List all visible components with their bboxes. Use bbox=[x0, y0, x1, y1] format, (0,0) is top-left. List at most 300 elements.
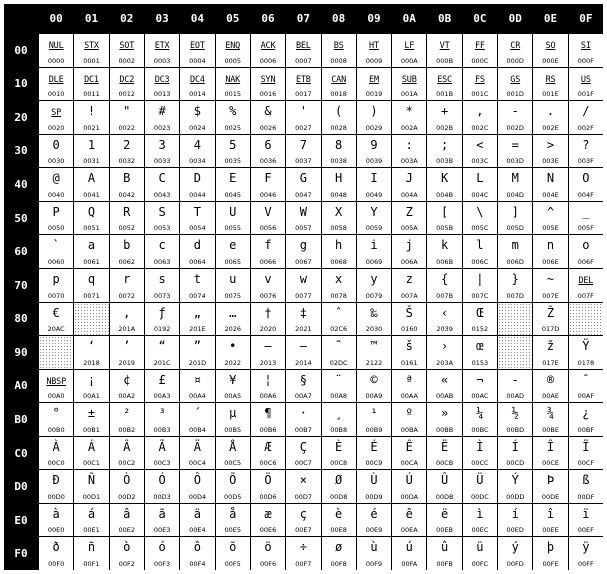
char-cell bbox=[569, 168, 603, 201]
char-glyph: Y bbox=[370, 204, 378, 219]
unicode-code: 004E bbox=[542, 190, 559, 199]
char-glyph: u bbox=[229, 271, 237, 286]
char-cell bbox=[145, 135, 179, 168]
char-cell bbox=[74, 101, 108, 134]
unicode-code: 006D bbox=[506, 257, 524, 266]
char-glyph: Î bbox=[546, 439, 555, 454]
char-cell bbox=[180, 537, 214, 570]
char-glyph: Q bbox=[87, 204, 96, 219]
unicode-code: 0023 bbox=[153, 123, 171, 132]
char-glyph: 9 bbox=[370, 137, 378, 152]
unicode-code: 005B bbox=[436, 224, 454, 233]
control-abbr: DEL bbox=[578, 275, 594, 286]
unicode-code: 0051 bbox=[83, 224, 100, 233]
char-glyph: › bbox=[440, 339, 449, 354]
char-cell bbox=[322, 235, 356, 268]
char-cell bbox=[251, 537, 285, 570]
char-cell bbox=[145, 235, 179, 268]
char-glyph: Ÿ bbox=[582, 339, 590, 354]
char-glyph: õ bbox=[229, 540, 237, 555]
char-glyph: ø bbox=[335, 540, 343, 555]
char-glyph: ¤ bbox=[193, 372, 202, 387]
unicode-code: 2026 bbox=[224, 325, 241, 334]
char-cell bbox=[286, 504, 320, 537]
unicode-code: 0028 bbox=[330, 123, 347, 132]
unicode-code: 001E bbox=[542, 90, 559, 99]
control-abbr: BEL bbox=[295, 41, 311, 51]
char-cell bbox=[74, 269, 108, 302]
char-cell bbox=[145, 437, 179, 470]
char-cell bbox=[498, 168, 532, 201]
char-cell bbox=[533, 269, 567, 302]
unicode-code: 00AC bbox=[471, 392, 489, 401]
char-cell bbox=[74, 370, 108, 403]
unicode-code: 00BE bbox=[542, 425, 559, 434]
char-cell bbox=[498, 269, 532, 302]
char-cell bbox=[251, 135, 285, 168]
char-cell bbox=[216, 437, 250, 470]
char-glyph: F bbox=[264, 171, 272, 186]
char-glyph: Ù bbox=[370, 473, 378, 488]
char-cell bbox=[251, 437, 285, 470]
unicode-code: 00EE bbox=[542, 526, 559, 535]
char-glyph: ™ bbox=[370, 339, 378, 354]
unicode-code: 0048 bbox=[330, 190, 347, 199]
unicode-code: 00C6 bbox=[259, 459, 277, 468]
char-glyph: \ bbox=[476, 204, 484, 219]
char-cell bbox=[110, 68, 144, 101]
char-cell bbox=[39, 504, 73, 537]
unicode-code: 001D bbox=[506, 90, 524, 99]
unicode-code: 00B6 bbox=[259, 425, 277, 434]
char-cell bbox=[392, 437, 426, 470]
char-glyph: ß bbox=[582, 473, 590, 488]
char-glyph: ü bbox=[476, 540, 484, 555]
unicode-code: 2014 bbox=[295, 358, 312, 367]
row-header: 50 bbox=[4, 202, 38, 235]
char-glyph: s bbox=[158, 271, 166, 286]
unicode-code: 005F bbox=[577, 224, 594, 233]
char-glyph: ¼ bbox=[476, 406, 484, 421]
unicode-code: 00BA bbox=[400, 425, 418, 434]
unicode-code: 201C bbox=[153, 358, 171, 367]
char-glyph: M bbox=[511, 171, 519, 186]
unicode-code: 0192 bbox=[153, 325, 171, 334]
char-cell bbox=[463, 336, 497, 369]
column-header: 0F bbox=[569, 4, 603, 33]
unicode-code: 00D0 bbox=[47, 492, 65, 501]
unicode-code: 00F6 bbox=[259, 560, 277, 568]
char-cell bbox=[110, 202, 144, 235]
char-cell bbox=[251, 168, 285, 201]
char-glyph: ç bbox=[299, 506, 307, 521]
char-cell bbox=[39, 437, 73, 470]
row-header: 00 bbox=[4, 34, 38, 67]
char-glyph: « bbox=[440, 372, 449, 387]
undefined-char-cell bbox=[74, 303, 108, 336]
row-header: 40 bbox=[4, 168, 38, 201]
char-glyph: U bbox=[229, 204, 237, 219]
unicode-code: 0006 bbox=[259, 56, 277, 65]
char-cell bbox=[74, 504, 108, 537]
char-glyph: ~ bbox=[546, 271, 555, 286]
char-cell bbox=[427, 303, 461, 336]
char-cell bbox=[180, 504, 214, 537]
char-glyph: _ bbox=[582, 204, 590, 219]
unicode-code: 001A bbox=[400, 90, 418, 99]
char-glyph: ä bbox=[193, 506, 202, 521]
unicode-code: 00F9 bbox=[365, 560, 383, 568]
char-glyph: 6 bbox=[264, 137, 272, 152]
unicode-code: 00C7 bbox=[294, 459, 312, 468]
char-cell bbox=[145, 202, 179, 235]
unicode-code: 0027 bbox=[295, 123, 312, 132]
char-cell bbox=[569, 68, 603, 101]
unicode-code: 00A9 bbox=[365, 392, 383, 401]
char-cell bbox=[39, 68, 73, 101]
char-cell bbox=[74, 537, 108, 570]
char-cell bbox=[286, 336, 320, 369]
char-glyph: © bbox=[370, 372, 378, 387]
char-cell bbox=[39, 303, 73, 336]
unicode-code: 002B bbox=[436, 123, 454, 132]
char-glyph: Œ bbox=[476, 305, 484, 320]
unicode-code: 001F bbox=[577, 90, 594, 99]
control-abbr: ACK bbox=[260, 41, 276, 51]
char-glyph: ÷ bbox=[299, 540, 307, 555]
char-glyph: . bbox=[546, 104, 555, 119]
char-glyph: a bbox=[87, 238, 96, 253]
column-header: 0C bbox=[463, 4, 497, 33]
char-cell bbox=[498, 68, 532, 101]
char-glyph: | bbox=[476, 271, 484, 286]
char-cell bbox=[357, 303, 391, 336]
unicode-code: 0018 bbox=[330, 90, 347, 99]
unicode-code: 0002 bbox=[118, 56, 136, 65]
unicode-code: 00FB bbox=[436, 560, 453, 568]
unicode-code: 006E bbox=[542, 257, 559, 266]
char-cell bbox=[569, 370, 603, 403]
char-cell bbox=[427, 370, 461, 403]
char-glyph: ª bbox=[405, 372, 413, 387]
char-cell bbox=[569, 235, 603, 268]
unicode-code: 0029 bbox=[365, 123, 383, 132]
char-glyph: , bbox=[476, 104, 484, 119]
char-cell bbox=[463, 537, 497, 570]
char-cell bbox=[74, 168, 108, 201]
char-glyph: 4 bbox=[193, 137, 202, 152]
char-cell bbox=[427, 101, 461, 134]
unicode-code: 0037 bbox=[295, 157, 312, 166]
char-glyph: $ bbox=[193, 104, 202, 119]
unicode-code: 00F0 bbox=[48, 560, 65, 568]
char-cell bbox=[533, 537, 567, 570]
char-cell bbox=[427, 135, 461, 168]
char-glyph: É bbox=[370, 439, 378, 454]
char-glyph: ? bbox=[582, 137, 590, 152]
unicode-code: 0024 bbox=[189, 123, 206, 132]
unicode-code: 00AD bbox=[506, 392, 525, 401]
unicode-code: 00F1 bbox=[83, 560, 100, 568]
unicode-code: 0010 bbox=[47, 90, 65, 99]
char-glyph: ã bbox=[158, 506, 166, 521]
unicode-code: 2030 bbox=[365, 325, 383, 334]
char-cell bbox=[357, 537, 391, 570]
char-glyph: Ú bbox=[405, 473, 413, 488]
unicode-code: 00F2 bbox=[118, 560, 135, 568]
char-cell bbox=[286, 370, 320, 403]
char-cell bbox=[533, 34, 567, 67]
unicode-code: 0003 bbox=[153, 56, 171, 65]
control-abbr: DC2 bbox=[119, 74, 135, 85]
unicode-code: 0030 bbox=[47, 157, 65, 166]
char-glyph: ˆ bbox=[335, 305, 343, 320]
char-glyph: I bbox=[370, 171, 378, 186]
char-cell bbox=[251, 504, 285, 537]
char-glyph: ¨ bbox=[335, 372, 343, 387]
unicode-code: 00C1 bbox=[82, 459, 100, 468]
unicode-code: 00D9 bbox=[365, 492, 383, 501]
char-cell bbox=[39, 537, 73, 570]
char-cell bbox=[74, 437, 108, 470]
char-glyph: 7 bbox=[299, 137, 307, 152]
char-cell bbox=[357, 370, 391, 403]
unicode-code: 0046 bbox=[259, 190, 277, 199]
column-header: 05 bbox=[216, 4, 250, 33]
column-header: 03 bbox=[145, 4, 179, 33]
char-cell bbox=[251, 269, 285, 302]
char-cell bbox=[286, 68, 320, 101]
char-cell bbox=[110, 537, 144, 570]
char-cell bbox=[322, 437, 356, 470]
unicode-code: 001C bbox=[471, 90, 489, 99]
char-glyph: " bbox=[123, 104, 131, 119]
char-glyph: W bbox=[299, 204, 307, 219]
char-cell bbox=[357, 168, 391, 201]
char-cell bbox=[427, 34, 461, 67]
char-glyph: • bbox=[229, 339, 237, 354]
char-glyph: ’ bbox=[123, 339, 131, 354]
char-cell bbox=[463, 470, 497, 503]
char-glyph: ô bbox=[193, 540, 202, 555]
unicode-code: 00E0 bbox=[47, 526, 65, 535]
char-cell bbox=[180, 437, 214, 470]
char-cell bbox=[427, 168, 461, 201]
unicode-code: 00D1 bbox=[82, 492, 101, 501]
column-header: 07 bbox=[286, 4, 320, 33]
unicode-code: 00D5 bbox=[224, 492, 242, 501]
char-cell bbox=[110, 269, 144, 302]
char-glyph: é bbox=[370, 506, 378, 521]
char-glyph: Õ bbox=[229, 473, 237, 488]
row-header: D0 bbox=[4, 470, 38, 503]
unicode-code: 0078 bbox=[330, 291, 347, 300]
unicode-code: 00CD bbox=[506, 459, 525, 468]
unicode-code: 0060 bbox=[47, 257, 65, 266]
char-glyph: » bbox=[440, 406, 449, 421]
char-glyph: ò bbox=[123, 540, 131, 555]
unicode-code: 0043 bbox=[153, 190, 171, 199]
row-header: B0 bbox=[4, 403, 38, 436]
char-cell bbox=[180, 470, 214, 503]
char-glyph: ; bbox=[440, 137, 449, 152]
char-cell bbox=[180, 269, 214, 302]
unicode-code: 0042 bbox=[118, 190, 136, 199]
unicode-code: 0009 bbox=[365, 56, 383, 65]
unicode-code: 00B1 bbox=[83, 425, 100, 434]
char-glyph: Z bbox=[405, 204, 413, 219]
unicode-code: 0045 bbox=[224, 190, 241, 199]
char-glyph: X bbox=[335, 204, 343, 219]
char-cell bbox=[39, 370, 73, 403]
unicode-code: 0026 bbox=[259, 123, 277, 132]
char-glyph: * bbox=[405, 104, 413, 119]
row-header: 60 bbox=[4, 235, 38, 268]
char-cell bbox=[286, 168, 320, 201]
column-header: 0D bbox=[498, 4, 532, 33]
char-glyph: ð bbox=[52, 540, 60, 555]
char-cell bbox=[533, 504, 567, 537]
unicode-code: 00CA bbox=[400, 459, 418, 468]
unicode-code: 000A bbox=[400, 56, 418, 65]
char-cell bbox=[392, 101, 426, 134]
char-cell bbox=[39, 34, 73, 67]
char-glyph: ¯ bbox=[582, 372, 590, 387]
char-glyph: è bbox=[335, 506, 343, 521]
unicode-code: 00FF bbox=[577, 560, 594, 568]
unicode-code: 00ED bbox=[506, 526, 524, 535]
unicode-code: 02DC bbox=[329, 358, 348, 367]
char-glyph: Í bbox=[511, 439, 519, 454]
unicode-code: 006F bbox=[577, 257, 594, 266]
unicode-code: 02C6 bbox=[330, 325, 348, 334]
char-cell bbox=[145, 370, 179, 403]
unicode-code: 00B5 bbox=[224, 425, 242, 434]
char-cell bbox=[463, 68, 497, 101]
unicode-code: 0012 bbox=[118, 90, 136, 99]
char-glyph: â bbox=[123, 506, 131, 521]
unicode-code: 2021 bbox=[295, 325, 312, 334]
char-cell bbox=[427, 403, 461, 436]
unicode-code: 00D4 bbox=[188, 492, 207, 501]
char-glyph: º bbox=[405, 406, 413, 421]
char-cell bbox=[180, 68, 214, 101]
char-glyph: · bbox=[299, 406, 307, 421]
char-glyph: ‡ bbox=[299, 305, 307, 320]
char-cell bbox=[569, 336, 603, 369]
control-abbr: CR bbox=[510, 41, 521, 51]
char-cell bbox=[39, 403, 73, 436]
unicode-code: 00DA bbox=[400, 492, 419, 501]
char-glyph: Ì bbox=[476, 439, 484, 454]
unicode-code: 0069 bbox=[365, 257, 383, 266]
char-glyph: ´ bbox=[193, 406, 202, 421]
unicode-code: 00E7 bbox=[295, 526, 312, 535]
unicode-code: 0068 bbox=[330, 257, 347, 266]
char-cell bbox=[498, 135, 532, 168]
char-glyph: … bbox=[229, 305, 237, 320]
unicode-code: 0005 bbox=[224, 56, 241, 65]
char-glyph: À bbox=[52, 439, 60, 454]
control-abbr: STX bbox=[84, 41, 99, 51]
char-glyph: ¥ bbox=[229, 372, 237, 387]
char-glyph: b bbox=[123, 238, 131, 253]
char-cell bbox=[110, 101, 144, 134]
unicode-code: 00B0 bbox=[47, 425, 65, 434]
char-cell bbox=[74, 403, 108, 436]
unicode-code: 00F8 bbox=[330, 560, 347, 568]
char-cell bbox=[322, 101, 356, 134]
char-cell bbox=[427, 269, 461, 302]
control-abbr: FF bbox=[474, 41, 485, 51]
unicode-code: 00AA bbox=[400, 392, 418, 401]
unicode-code: 00FA bbox=[401, 560, 418, 568]
char-glyph: Ö bbox=[264, 473, 272, 488]
char-cell bbox=[392, 370, 426, 403]
control-abbr: ENQ bbox=[225, 41, 241, 51]
char-glyph: ‚ bbox=[123, 305, 131, 320]
control-abbr: ETB bbox=[295, 74, 311, 85]
char-glyph: Û bbox=[440, 473, 449, 488]
char-glyph: S bbox=[158, 204, 166, 219]
unicode-code: 00BF bbox=[577, 425, 595, 434]
char-cell bbox=[180, 34, 214, 67]
char-glyph: d bbox=[193, 238, 202, 253]
unicode-code: 002C bbox=[471, 123, 489, 132]
char-cell bbox=[533, 135, 567, 168]
control-abbr: NBSP bbox=[46, 376, 66, 387]
char-glyph: ¶ bbox=[264, 406, 272, 421]
char-glyph: = bbox=[511, 137, 519, 152]
char-glyph: ž bbox=[546, 339, 555, 354]
char-cell bbox=[322, 504, 356, 537]
char-glyph: ñ bbox=[87, 540, 96, 555]
char-cell bbox=[357, 68, 391, 101]
column-header: 00 bbox=[39, 4, 73, 33]
unicode-code: 201E bbox=[189, 325, 206, 334]
char-glyph: ¢ bbox=[123, 372, 131, 387]
char-cell bbox=[533, 235, 567, 268]
char-cell bbox=[216, 68, 250, 101]
char-cell bbox=[180, 303, 214, 336]
char-cell bbox=[427, 537, 461, 570]
unicode-code: 00D2 bbox=[118, 492, 136, 501]
char-cell bbox=[110, 403, 144, 436]
char-glyph: Ð bbox=[52, 473, 60, 488]
char-glyph: – bbox=[264, 339, 272, 354]
char-glyph: f bbox=[264, 238, 272, 253]
char-cell bbox=[357, 470, 391, 503]
unicode-code: 0035 bbox=[224, 157, 241, 166]
unicode-code: 0073 bbox=[153, 291, 171, 300]
unicode-code: 005E bbox=[542, 224, 559, 233]
char-glyph: ë bbox=[440, 506, 449, 521]
char-cell bbox=[251, 235, 285, 268]
unicode-code: 0033 bbox=[153, 157, 171, 166]
char-glyph: % bbox=[229, 104, 237, 119]
unicode-code: 002F bbox=[577, 123, 594, 132]
char-cell bbox=[286, 101, 320, 134]
char-cell bbox=[216, 202, 250, 235]
unicode-code: 0049 bbox=[365, 190, 383, 199]
char-cell bbox=[498, 403, 532, 436]
unicode-code: 00A0 bbox=[47, 392, 65, 401]
char-glyph: ‰ bbox=[370, 305, 378, 320]
unicode-code: 0160 bbox=[401, 325, 418, 334]
unicode-code: 2039 bbox=[436, 325, 453, 334]
control-abbr: NAK bbox=[225, 74, 241, 85]
char-cell bbox=[322, 135, 356, 168]
